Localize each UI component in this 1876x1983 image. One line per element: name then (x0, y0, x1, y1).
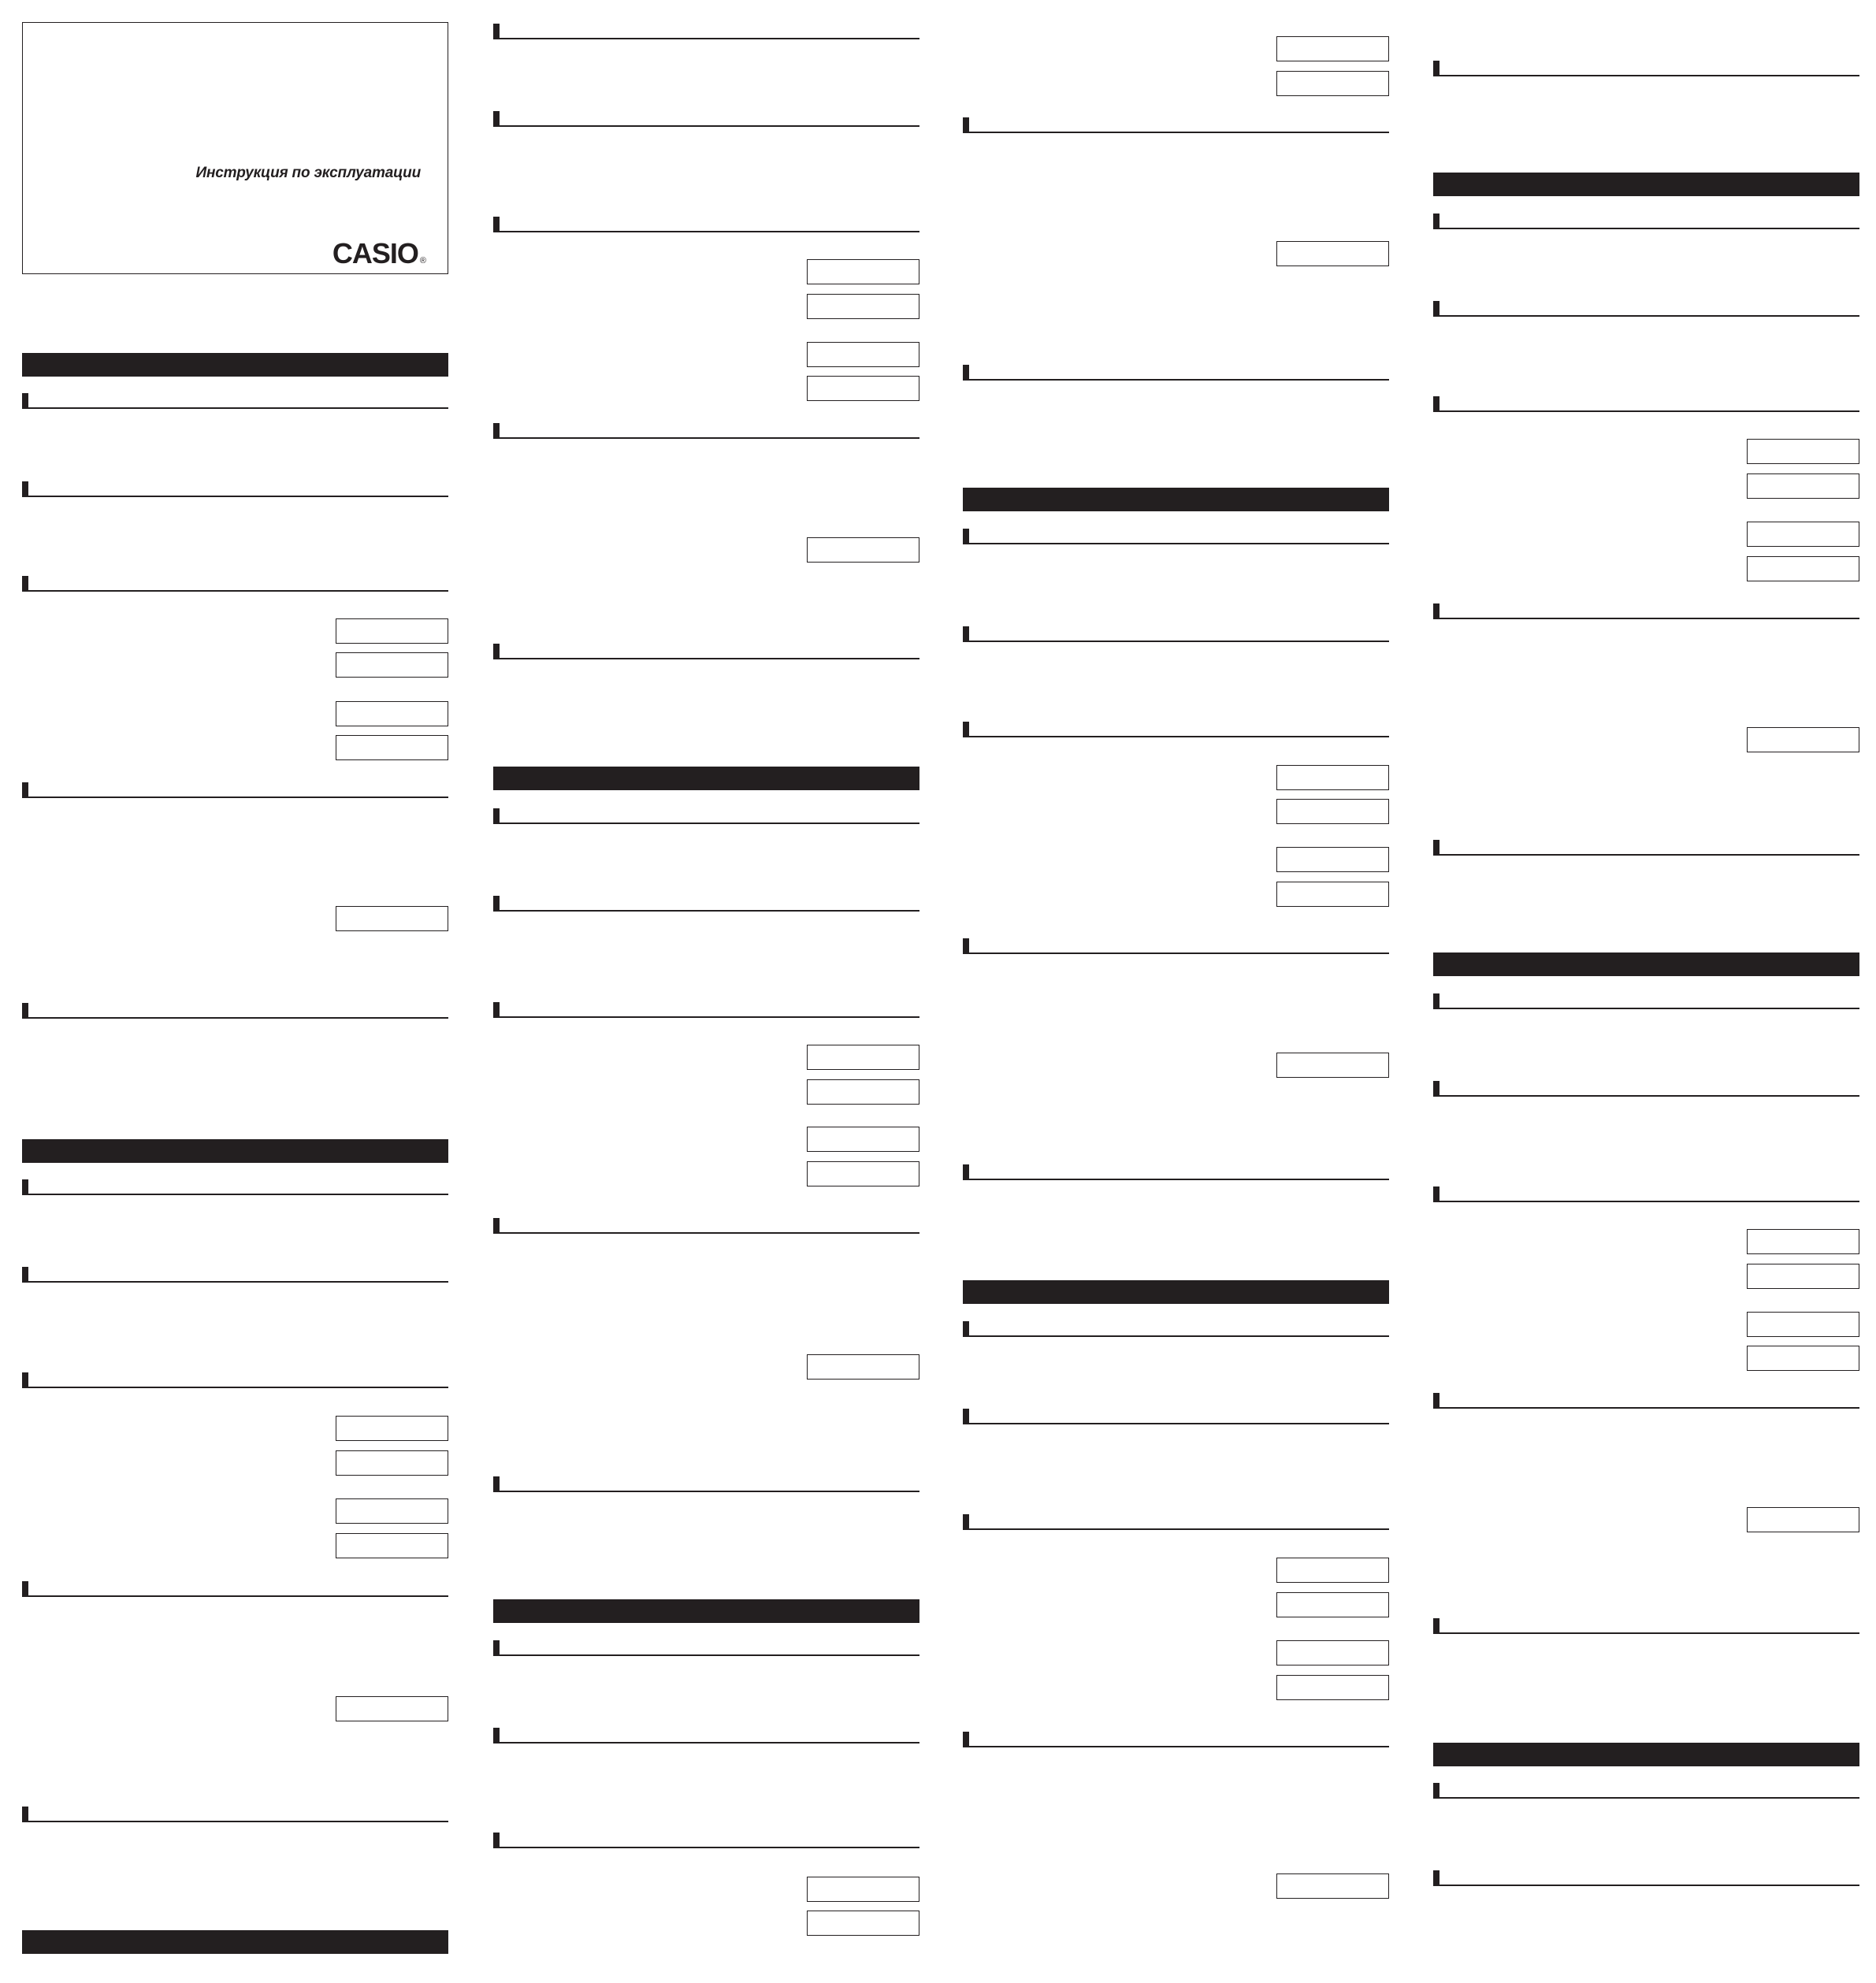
section-header-bar (22, 1930, 448, 1954)
subsection-rule (1433, 1081, 1859, 1097)
subsection-rule (1433, 1870, 1859, 1886)
display-box (1747, 1507, 1859, 1532)
display-box (1276, 1592, 1389, 1617)
subsection-rule (1433, 61, 1859, 76)
subsection-rule (1433, 1186, 1859, 1202)
section-header-bar (963, 488, 1389, 511)
section-header-bar (22, 1139, 448, 1163)
section-header-bar (22, 353, 448, 377)
subsection-rule (1433, 396, 1859, 412)
subsection-rule (1433, 214, 1859, 229)
display-box (1276, 71, 1389, 96)
column-4 (1433, 0, 1859, 1983)
display-box (336, 1450, 448, 1476)
section-header-bar (493, 1599, 919, 1623)
subsection-rule (493, 1833, 919, 1848)
display-box (1276, 847, 1389, 872)
display-box (336, 652, 448, 678)
display-box (1747, 1264, 1859, 1289)
subsection-rule (493, 1640, 919, 1656)
subsection-rule (493, 423, 919, 439)
subsection-rule (1433, 1393, 1859, 1409)
subsection-rule (22, 1372, 448, 1388)
subsection-rule (963, 529, 1389, 544)
display-box (1747, 727, 1859, 752)
section-header-bar (1433, 173, 1859, 196)
subsection-rule (22, 393, 448, 409)
display-box (1276, 799, 1389, 824)
display-box (807, 1911, 919, 1936)
display-box (1276, 1558, 1389, 1583)
display-box (336, 701, 448, 726)
subsection-rule (963, 117, 1389, 133)
subsection-rule (963, 1409, 1389, 1424)
registered-mark: ® (419, 256, 425, 266)
subsection-rule (493, 1728, 919, 1743)
display-box (1747, 1346, 1859, 1371)
subsection-rule (493, 1002, 919, 1018)
subsection-rule (22, 1581, 448, 1597)
subsection-rule (22, 1807, 448, 1822)
display-box (1276, 882, 1389, 907)
display-box (1276, 1640, 1389, 1665)
subsection-rule (493, 1476, 919, 1492)
display-box (1747, 1312, 1859, 1337)
column-2 (493, 0, 919, 1983)
subsection-rule (493, 111, 919, 127)
subsection-rule (493, 896, 919, 912)
subsection-rule (1433, 1783, 1859, 1799)
section-header-bar (963, 1280, 1389, 1304)
subsection-rule (1433, 1618, 1859, 1634)
column-3 (963, 0, 1389, 1983)
subsection-rule (963, 626, 1389, 642)
display-box (336, 1498, 448, 1524)
display-box (1276, 241, 1389, 266)
subsection-rule (22, 1267, 448, 1283)
subsection-rule (22, 1003, 448, 1019)
manual-title: Инструкция по эксплуатации (195, 165, 421, 181)
display-box (1747, 473, 1859, 499)
section-header-bar (1433, 953, 1859, 976)
display-box (336, 906, 448, 931)
display-box (807, 1045, 919, 1070)
subsection-rule (22, 1179, 448, 1195)
display-box (807, 1127, 919, 1152)
display-box (807, 537, 919, 563)
subsection-rule (963, 722, 1389, 737)
display-box (1276, 1873, 1389, 1899)
subsection-rule (963, 1732, 1389, 1747)
subsection-rule (1433, 603, 1859, 619)
display-box (807, 1354, 919, 1380)
display-box (336, 1533, 448, 1558)
display-box (336, 618, 448, 644)
display-box (807, 376, 919, 401)
subsection-rule (22, 782, 448, 798)
subsection-rule (493, 808, 919, 824)
subsection-rule (1433, 993, 1859, 1009)
subsection-rule (22, 576, 448, 592)
display-box (807, 259, 919, 284)
section-header-bar (493, 767, 919, 790)
display-box (336, 1696, 448, 1721)
subsection-rule (1433, 301, 1859, 317)
display-box (336, 1416, 448, 1441)
display-box (1747, 556, 1859, 581)
display-box (807, 342, 919, 367)
display-box (1276, 1675, 1389, 1700)
subsection-rule (493, 217, 919, 232)
display-box (1747, 522, 1859, 547)
display-box (1276, 1053, 1389, 1078)
column-1 (22, 0, 448, 1983)
display-box (336, 735, 448, 760)
display-box (1276, 765, 1389, 790)
display-box (1747, 1229, 1859, 1254)
display-box (1276, 36, 1389, 61)
display-box (807, 1079, 919, 1105)
subsection-rule (963, 365, 1389, 381)
subsection-rule (963, 1164, 1389, 1180)
section-header-bar (1433, 1743, 1859, 1766)
subsection-rule (963, 1514, 1389, 1530)
subsection-rule (493, 1218, 919, 1234)
subsection-rule (1433, 840, 1859, 856)
brand-name: CASIO (332, 237, 418, 269)
display-box (807, 294, 919, 319)
subsection-rule (22, 481, 448, 497)
subsection-rule (493, 644, 919, 659)
display-box (1747, 439, 1859, 464)
display-box (807, 1161, 919, 1186)
subsection-rule (963, 938, 1389, 954)
display-box (807, 1877, 919, 1902)
subsection-rule (493, 24, 919, 39)
subsection-rule (963, 1321, 1389, 1337)
